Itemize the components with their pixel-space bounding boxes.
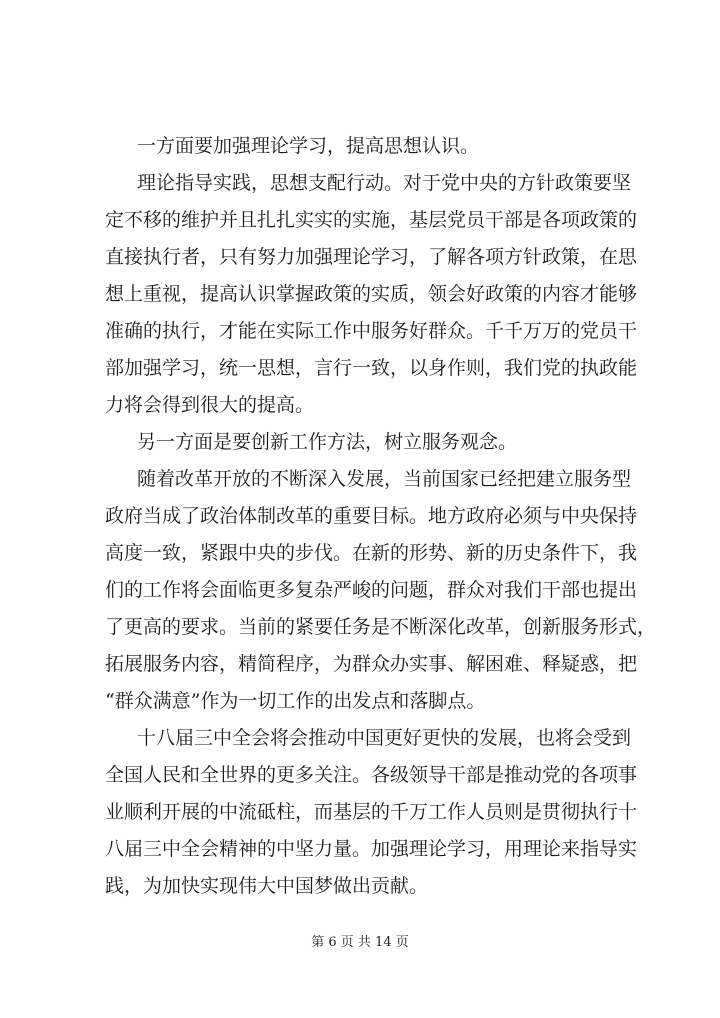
text-line: 政府当成了政治体制改革的重要目标。地方政府必须与中央保持 <box>105 505 638 527</box>
text-line: 全国人民和全世界的更多关注。各级领导干部是推动党的各项事 <box>105 764 638 786</box>
document-body <box>105 128 657 905</box>
text-line: 力将会得到很大的提高。 <box>105 394 315 416</box>
text-line: 另一方面是要创新工作方法，树立服务观念。 <box>137 431 518 453</box>
text-line: 十八届三中全会将会推动中国更好更快的发展，也将会受到 <box>137 727 632 749</box>
text-line: 理论指导实践，思想支配行动。对于党中央的方针政策要坚 <box>137 172 632 194</box>
text-line: 直接执行者，只有努力加强理论学习，了解各项方针政策，在思 <box>105 246 638 268</box>
text-line: 部加强学习，统一思想，言行一致，以身作则，我们党的执政能 <box>105 357 638 379</box>
text-line: 随着改革开放的不断深入发展，当前国家已经把建立服务型 <box>137 468 632 490</box>
text-line: 一方面要加强理论学习，提高思想认识。 <box>137 135 480 157</box>
text-line: 了更高的要求。当前的紧要任务是不断深化改革，创新服务形式， <box>105 616 657 638</box>
text-line: 准确的执行，才能在实际工作中服务好群众。千千万万的党员干 <box>105 320 638 342</box>
text-line: 八届三中全会精神的中坚力量。加强理论学习，用理论来指导实 <box>105 838 638 860</box>
text-line: 想上重视，提高认识掌握政策的实质，领会好政策的内容才能够 <box>105 283 638 305</box>
text-line: 定不移的维护并且扎扎实实的实施，基层党员干部是各项政策的 <box>105 209 638 231</box>
text-line: 们的工作将会面临更多复杂严峻的问题，群众对我们干部也提出 <box>105 579 638 601</box>
text-line: 践，为加快实现伟大中国梦做出贡献。 <box>105 875 429 897</box>
text-line: 业顺利开展的中流砥柱，而基层的千万工作人员则是贯彻执行十 <box>105 801 638 823</box>
text-line: 高度一致，紧跟中央的步伐。在新的形势、新的历史条件下，我 <box>105 542 638 564</box>
text-line: 拓展服务内容，精简程序，为群众办实事、解困难、释疑惑，把 <box>105 653 638 675</box>
page-number-footer: 第 6 页 共 14 页 <box>311 935 409 950</box>
text-line: “群众满意”作为一切工作的出发点和落脚点。 <box>105 690 486 712</box>
